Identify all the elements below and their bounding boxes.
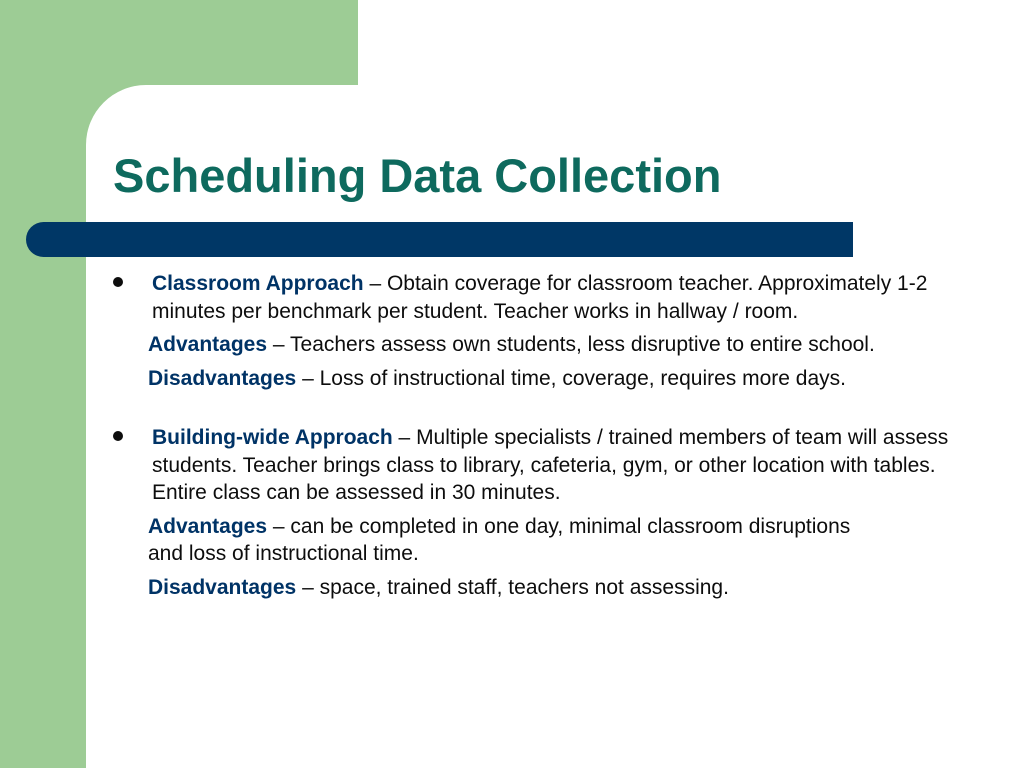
disadvantages-classroom [113, 365, 948, 393]
title-underline-bar [26, 222, 853, 257]
term-description: – Obtain coverage for classroom teacher. Approximately 1-2 minutes per benchmark per student. Teacher works in hallway / room. [152, 272, 928, 323]
term-label: Classroom Approach [152, 272, 364, 295]
advantages-classroom [113, 331, 958, 359]
advantages-text: – Teachers assess own students, less disruptive to entire school. [267, 333, 875, 356]
bullet-dot-icon [113, 277, 123, 287]
bullet-classroom-approach [113, 270, 993, 325]
term-label: Building-wide Approach [152, 426, 393, 449]
disadvantages-building-wide [113, 574, 948, 602]
slide-body [113, 270, 993, 601]
term-description: – Multiple specialists / trained members of team will assess students. Teacher brings class to library, cafeteria, gym, or other location with tables. Entire class can be assessed in 30 minutes. [152, 426, 949, 504]
bullet-text [152, 270, 992, 325]
disadvantages-label: Disadvantages [148, 366, 297, 390]
bullet-building-wide-approach [113, 424, 993, 507]
advantages-label: Advantages [148, 333, 268, 356]
advantages-building-wide [113, 513, 888, 568]
disadvantages-text: – Loss of instructional time, coverage, requires more days. [296, 366, 846, 390]
bullet-dot-icon [113, 431, 123, 441]
slide-title: Scheduling Data Collection [113, 149, 722, 202]
bullet-text [152, 424, 992, 507]
advantages-label: Advantages [148, 514, 268, 538]
disadvantages-label: Disadvantages [148, 575, 297, 599]
disadvantages-text: – space, trained staff, teachers not assessing. [296, 575, 729, 599]
advantages-text: – can be completed in one day, minimal classroom disruptions and loss of instructional time. [148, 514, 851, 565]
spacer [113, 392, 993, 424]
